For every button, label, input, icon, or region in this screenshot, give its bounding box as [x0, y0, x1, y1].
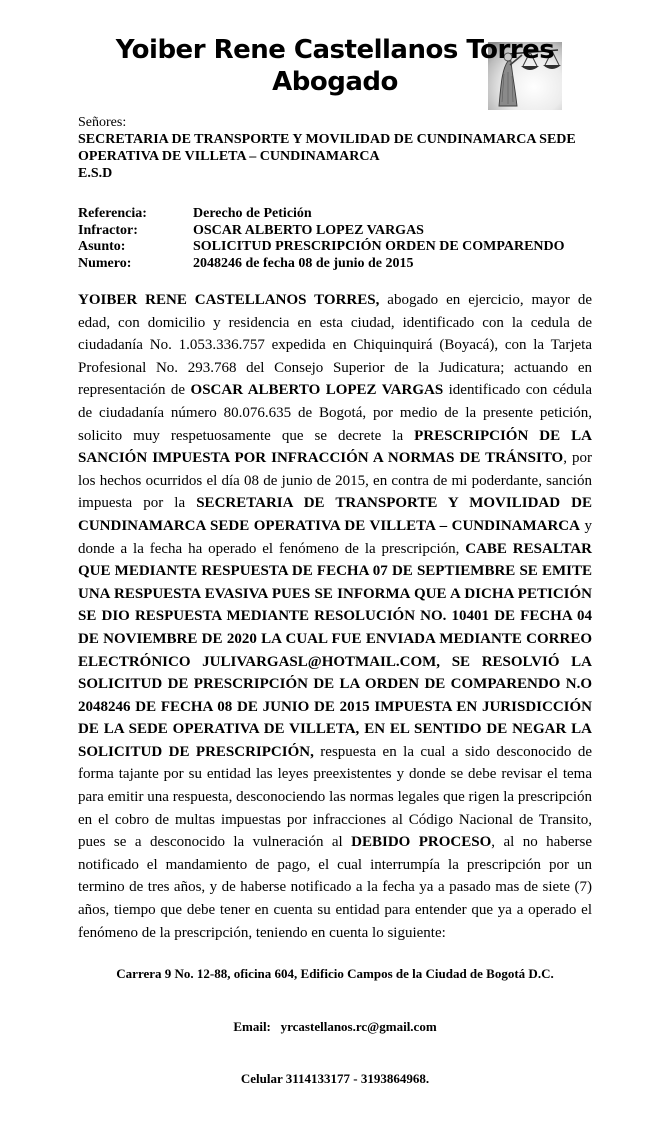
body-text-run: abogado en ejercicio, mayor de edad, con domicilio y residencia en esta ciudad, identificado con la cedula de ciudadanía No. 1.053.336.757 expedida en Chiquinquirá (Boyacá), con la Tarjeta Profesional No. 293.768 del Consejo Superior de la Judicatura; actuando en representación de [78, 292, 592, 399]
salutation: Señores: [78, 115, 127, 130]
addressee-entity-line2: OPERATIVA DE VILLETA – CUNDINAMARCA [78, 149, 380, 164]
attorney-name: Yoiber Rene Castellanos Torres [115, 35, 555, 65]
reference-label: Asunto: [78, 239, 126, 254]
body-text-run: DEBIDO PROCESO [351, 834, 492, 851]
reference-value: SOLICITUD PRESCRIPCIÓN ORDEN DE COMPARENDO [193, 239, 565, 254]
body-text-run: identificado con cédula de ciudadanía número 80.076.635 de Bogotá, por medio de la presente petición, solicito muy respetuosamente que se decrete la [78, 382, 593, 444]
body-text-run: y donde a la fecha ha operado el fenómeno de la prescripción, [78, 517, 592, 557]
reference-value: OSCAR ALBERTO LOPEZ VARGAS [193, 222, 424, 238]
footer-phone: Celular 3114133177 - 3193864968. [240, 1071, 430, 1086]
reference-label: Infractor: [78, 222, 138, 238]
body-text-run: SECRETARIA DE TRANSPORTE Y MOVILIDAD DE CUNDINAMARCA SEDE OPERATIVA DE VILLETA – CUNDINAMARCA [78, 495, 592, 534]
reference-block [78, 206, 592, 272]
reference-row [78, 223, 592, 240]
reference-row [78, 239, 592, 256]
body-text-run: OSCAR ALBERTO LOPEZ VARGAS [190, 382, 444, 399]
body-text-run: YOIBER RENE CASTELLANOS TORRES, [78, 292, 380, 308]
body-text-run: PRESCRIPCIÓN DE LA SANCIÓN IMPUESTA POR INFRACCIÓN A NORMAS DE TRÁNSITO [78, 427, 592, 467]
body-paragraph [78, 289, 592, 944]
reference-value: 2048246 de fecha 08 de junio de 2015 [193, 255, 414, 271]
body-text-run: CABE RESALTAR QUE MEDIANTE RESPUESTA DE FECHA 07 DE SEPTIEMBRE SE EMITE UNA RESPUESTA EVASIVA PUES SE INFORMA QUE A DICHA PETICIÓN SE DIO RESPUESTA MEDIANTE RESOLUCIÓN NO. 10401 DE FECHA 04 DE NOVIEMBRE DE 2020 LA CUAL FUE ENVIADA MEDIANTE CORREO ELECTRÓNICO JULIVARGASL@HOTMAIL.COM, SE RESOLVIÓ LA SOLICITUD DE PRESCRIPCIÓN DE LA ORDEN DE COMPARENDO N.O 2048246 DE FECHA 08 DE JUNIO DE 2015 IMPUESTA EN JURISDICCIÓN DE LA SEDE OPERATIVA DE VILLETA, EN EL SENTIDO DE NEGAR LA SOLICITUD DE PRESCRIPCIÓN, [78, 540, 593, 760]
footer-address: Carrera 9 No. 12-88, oficina 604, Edificio Campos de la Ciudad de Bogotá D.C. [116, 966, 554, 981]
addressee-esd: E.S.D [78, 166, 113, 181]
reference-row [78, 256, 592, 273]
body-text-run: , por los hechos ocurridos el día 08 de junio de 2015, en contra de mi poderdante, sanción impuesta por la [78, 450, 592, 512]
reference-label: Numero: [78, 255, 132, 271]
reference-value: Derecho de Petición [193, 206, 312, 221]
footer-block [0, 930, 670, 1123]
body-text-run: respuesta en la cual a sido desconocido de forma tajante por su entidad las leyes preexistentes y donde se debe revisar el tema para emitir una respuesta, desconociendo las normas legales que rigen la prescripción en el cobro de multas impuestas por infracciones al Código Nacional de Transito, pues se a desconocido la vulneración al [78, 743, 592, 851]
addressee-block [78, 114, 592, 182]
attorney-title: Abogado [272, 67, 398, 97]
letterhead [0, 34, 670, 98]
reference-label: Referencia: [78, 206, 147, 221]
reference-row [78, 206, 592, 223]
addressee-entity-line1: SECRETARIA DE TRANSPORTE Y MOVILIDAD DE CUNDINAMARCA SEDE [78, 132, 576, 147]
footer-email: Email: yrcastellanos.rc@gmail.com [233, 1018, 437, 1034]
body-text-run: , al no haberse notificado el mandamiento de pago, el cual interrumpía la prescripción por un termino de tres años, y de haberse notificado a la fecha ya a pasado mas de siete (7) años, tiempo que debe tener en cuenta su entidad para entender que ya a operado el fenómeno de la prescripción, teniendo en cuenta lo siguiente: [78, 834, 592, 941]
